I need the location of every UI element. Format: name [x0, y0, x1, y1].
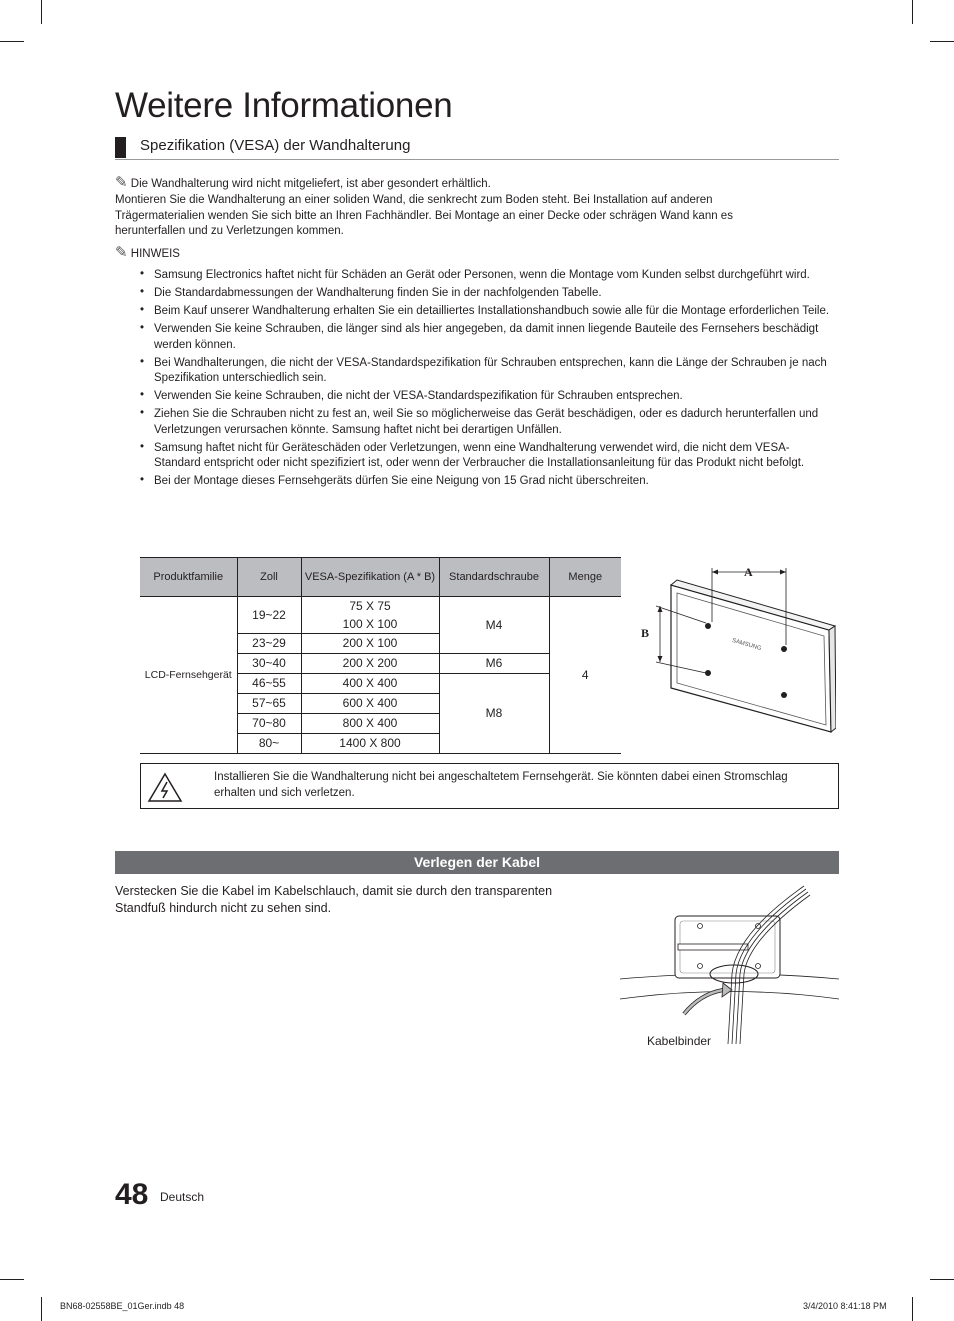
pencil-note-icon: ✎: [115, 244, 128, 261]
page-title: Weitere Informationen: [115, 86, 453, 125]
header-cell: VESA-Spezifikation (A * B): [301, 558, 439, 597]
list-item: • Bei der Montage dieses Fernsehgeräts dürfen Sie eine Neigung von 15 Grad nicht überschreiten.: [140, 474, 830, 490]
vesa-value: 75 X 75: [349, 599, 391, 613]
diagram-brand: SAMSUNG: [731, 637, 762, 653]
header-cell: Produktfamilie: [140, 558, 237, 597]
section-title: Spezifikation (VESA) der Wandhalterung: [140, 137, 411, 154]
table-header-row: [140, 558, 621, 597]
cable-diagram: [620, 884, 839, 1049]
warning-icon: [147, 772, 183, 803]
header-cell: Standardschraube: [439, 558, 549, 597]
section-marker: [115, 137, 126, 158]
section-rule: [115, 159, 839, 160]
vesa-cell: [301, 597, 439, 634]
crop-mark: [0, 41, 24, 42]
hinweis: [115, 245, 180, 263]
page-number: 48: [115, 1178, 149, 1211]
cable-paragraph: Verstecken Sie die Kabel im Kabelschlauch, damit sie durch den transparenten Standfuß hindurch nicht zu sehen sind.: [115, 884, 553, 915]
crop-mark: [0, 1279, 24, 1280]
crop-mark: [930, 41, 954, 42]
screw-cell: M8: [439, 674, 549, 754]
list-item: • Ziehen Sie die Schrauben nicht zu fest an, weil Sie so möglicherweise das Gerät beschädigen, oder es dadurch herunterfallen und Verletzungen verursachen könnte. Samsung haftet nicht bei derartigen Unfällen.: [140, 407, 830, 438]
zoll-cell: 57~65: [237, 694, 301, 714]
zoll-cell: 23~29: [237, 634, 301, 654]
cable-tie-label: Kabelbinder: [647, 1034, 712, 1048]
family-cell: LCD-Fernsehgerät: [140, 597, 237, 754]
vesa-cell: 800 X 400: [301, 714, 439, 734]
zoll-cell: 70~80: [237, 714, 301, 734]
list-item: • Bei Wandhalterungen, die nicht der VESA-Standardspezifikation für Schrauben entsprechen, kann die Länge der Schrauben je nach Spezifikation unterschiedlich sein.: [140, 356, 830, 387]
diagram-label-b: B: [641, 626, 650, 640]
page-language: Deutsch: [160, 1190, 205, 1204]
list-item: • Samsung Electronics haftet nicht für Schäden an Gerät oder Personen, wenn die Montage vom Kunden selbst durchgeführt wird.: [140, 268, 830, 284]
screw-cell: M6: [439, 654, 549, 674]
list-item: • Verwenden Sie keine Schrauben, die nicht der VESA-Standardspezifikation für Schrauben entsprechen.: [140, 389, 830, 405]
vesa-cell: 400 X 400: [301, 674, 439, 694]
crop-mark: [41, 1297, 42, 1321]
vesa-cell: 200 X 200: [301, 654, 439, 674]
zoll-cell: 19~22: [237, 597, 301, 634]
zoll-cell: 46~55: [237, 674, 301, 694]
list-item: • Samsung haftet nicht für Geräteschäden oder Verletzungen, wenn eine Wandhalterung verwendet wird, die nicht dem VESA-Standard entspricht oder nicht spezifiziert ist, oder wenn der Verbraucher die Installationsanleitung für das Produkt nicht befolgt.: [140, 441, 830, 472]
intro-paragraph: Montieren Sie die Wandhalterung an einer soliden Wand, die senkrecht zum Boden steht. Bei Installation auf anderen Trägermaterialien wenden Sie sich bitte an Ihren Fachhändler. Bei Montage an einer Decke oder schrägen Wand kann es herunterfallen und zu Verletzungen kommen.: [115, 194, 733, 237]
list-item: • Verwenden Sie keine Schrauben, die länger sind als hier angegeben, da damit innen liegende Bauteile des Fernsehers beschädigt werden können.: [140, 322, 830, 353]
cable-section-title: Verlegen der Kabel: [115, 851, 839, 874]
list-item: • Beim Kauf unserer Wandhalterung erhalten Sie ein detailliertes Installationshandbuch sowie alle für die Montage erforderlichen Teile.: [140, 304, 830, 320]
screw-cell: M4: [439, 597, 549, 654]
pencil-note-icon: ✎: [115, 174, 128, 191]
hinweis-list: [140, 268, 830, 492]
zoll-cell: 30~40: [237, 654, 301, 674]
list-item: • Die Standardabmessungen der Wandhalterung finden Sie in der nachfolgenden Tabelle.: [140, 286, 830, 302]
vesa-value: 100 X 100: [342, 617, 398, 631]
note-text: Die Wandhalterung wird nicht mitgeliefert, ist aber gesondert erhältlich.: [130, 178, 491, 190]
hinweis-label: HINWEIS: [130, 248, 180, 260]
zoll-cell: 80~: [237, 734, 301, 754]
crop-mark: [41, 0, 42, 24]
note: [115, 175, 491, 193]
warning-text: Installieren Sie die Wandhalterung nicht bei angeschaltetem Fernsehgerät. Sie könnten dabei einen Stromschlag erhalten und sich verletzen.: [214, 771, 788, 799]
header-cell: Menge: [549, 558, 621, 597]
quantity-cell: 4: [549, 597, 621, 754]
crop-mark: [930, 1279, 954, 1280]
crop-mark: [912, 0, 913, 24]
vesa-cell: 200 X 100: [301, 634, 439, 654]
vesa-cell: 1400 X 800: [301, 734, 439, 754]
tv-back-diagram: [636, 560, 836, 740]
vesa-table: [140, 557, 621, 754]
crop-mark: [912, 1297, 913, 1321]
footer-timestamp: 3/4/2010 8:41:18 PM: [803, 1301, 887, 1311]
vesa-cell: 600 X 400: [301, 694, 439, 714]
table-row: [140, 597, 621, 634]
footer-file: BN68-02558BE_01Ger.indb 48: [60, 1301, 185, 1311]
diagram-label-a: A: [744, 565, 753, 579]
header-cell: Zoll: [237, 558, 301, 597]
